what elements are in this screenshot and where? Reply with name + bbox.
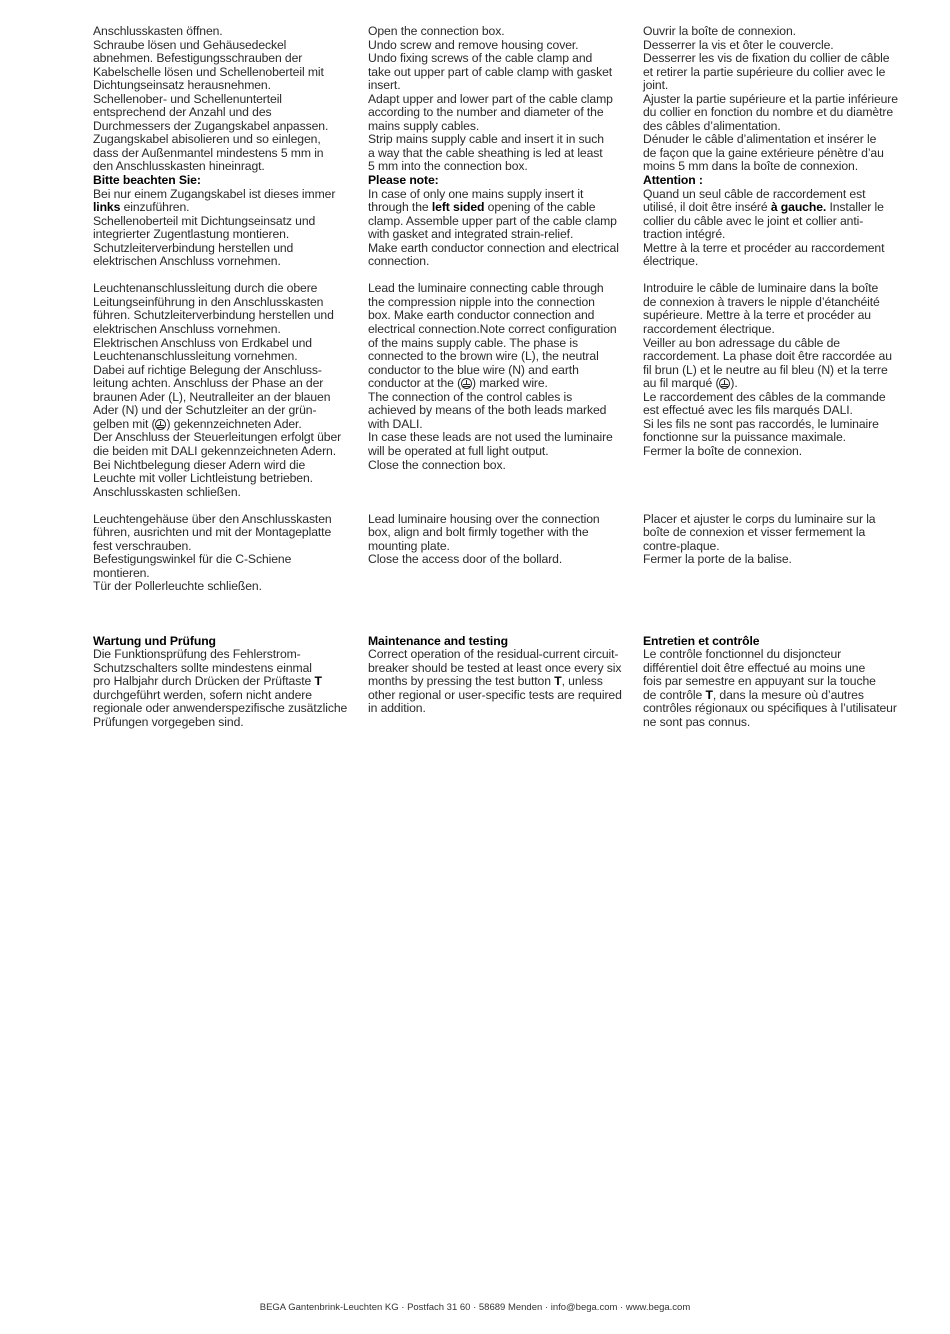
text-line: will be operated at full light output. <box>368 443 549 458</box>
text-line: Desserrer les vis de fixation du collier de câble <box>643 51 890 66</box>
earth-ground-icon <box>461 378 472 389</box>
emphasis: links <box>93 200 121 215</box>
text-line: clamp. Assemble upper part of the cable clamp <box>368 213 617 228</box>
emphasis: left sided <box>431 200 485 215</box>
text-fragment: au fil marqué ( <box>643 376 720 391</box>
text-fragment: gelben mit ( <box>93 416 156 431</box>
text-line: 5 mm into the connection box. <box>368 159 528 174</box>
text-line: Tür der Pollerleuchte schließen. <box>93 579 262 594</box>
text-line: integrierter Zugentlastung montieren. <box>93 227 290 242</box>
text-line: Der Anschluss der Steuerleitungen erfolgt über <box>93 430 342 445</box>
text-line: a way that the cable sheathing is led at least <box>368 145 603 160</box>
text-line: Bei nur einem Zugangskabel ist dieses immer <box>93 186 336 201</box>
text-line: The connection of the control cables is <box>368 389 573 404</box>
text-line: Close the access door of the bollard. <box>368 552 563 567</box>
text-fragment: Installer le <box>826 200 884 215</box>
text-fragment: opening of the cable <box>484 200 596 215</box>
text-line: et retirer la partie supérieure du collier avec le <box>643 64 886 79</box>
text-line: Placer et ajuster le corps du luminaire sur la <box>643 511 876 526</box>
text-line: joint. <box>643 78 669 93</box>
text-line: Mettre à la terre et procéder au raccordement <box>643 240 885 255</box>
text-line: Befestigungswinkel für die C-Schiene <box>93 552 292 567</box>
text-fragment: ) gekennzeichneten Ader. <box>166 416 302 431</box>
note-heading: Please note: <box>368 173 439 188</box>
text-line: Ajuster la partie supérieure et la partie inférieure <box>643 91 898 106</box>
text-fragment: utilisé, il doit être inséré <box>643 200 771 215</box>
column-english <box>368 25 634 716</box>
text-line: Lead luminaire housing over the connection <box>368 511 600 526</box>
text-line: différentiel doit être effectué au moins une <box>643 660 866 675</box>
text-line: according to the number and diameter of the <box>368 105 604 120</box>
text-line <box>93 418 361 432</box>
text-line: Zugangskabel abisolieren und so einlegen, <box>93 132 321 147</box>
text-fragment: einzuführen. <box>120 200 190 215</box>
text-line: Schutzleiterverbindung herstellen und <box>93 240 294 255</box>
maintenance-heading: Maintenance and testing <box>368 633 508 648</box>
text-line: with gasket and integrated strain-relief. <box>368 227 574 242</box>
text-line: elektrischen Anschluss vornehmen. <box>93 254 281 269</box>
text-line: leitung achten. Anschluss der Phase an der <box>93 376 324 391</box>
text-fragment: conductor at the ( <box>368 376 462 391</box>
text-line: mains supply cables. <box>368 118 480 133</box>
test-button-label: T <box>705 687 713 702</box>
maintenance-heading: Entretien et contrôle <box>643 633 760 648</box>
text-line <box>93 201 361 215</box>
text-line: de connexion à travers le nipple d’étanchéité <box>643 294 880 309</box>
text-line: abnehmen. Befestigungsschrauben der <box>93 51 303 66</box>
text-line: Adapt upper and lower part of the cable clamp <box>368 91 613 106</box>
text-line: Leitungseinführung in den Anschlusskasten <box>93 294 324 309</box>
emphasis: à gauche. <box>770 200 827 215</box>
maintenance-heading: Wartung und Prüfung <box>93 633 216 648</box>
text-line: collier du câble avec le joint et collier anti- <box>643 213 864 228</box>
text-line: durchgeführt werden, sofern nicht andere <box>93 687 312 702</box>
text-line: fois par semestre en appuyant sur la touche <box>643 674 876 689</box>
text-line: box. Make earth conductor connection and <box>368 308 595 323</box>
text-line: führen, ausrichten und mit der Montageplatte <box>93 525 332 540</box>
text-line: Introduire le câble de luminaire dans la boîte <box>643 281 879 296</box>
text-line: in addition. <box>368 701 426 716</box>
text-line: Schellenoberteil mit Dichtungseinsatz und <box>93 213 316 228</box>
text-line: fest verschrauben. <box>93 538 192 553</box>
text-fragment: pro Halbjahr durch Drücken der Prüftaste <box>93 674 315 689</box>
text-line: die beiden mit DALI gekennzeichneten Adern. <box>93 443 337 458</box>
text-line <box>368 377 634 391</box>
text-fragment: , unless <box>561 674 603 689</box>
text-line: Fermer la boîte de connexion. <box>643 443 803 458</box>
column-french <box>643 25 909 729</box>
text-line: Le raccordement des câbles de la commande <box>643 389 886 404</box>
text-line: Si les fils ne sont pas raccordés, le luminaire <box>643 416 879 431</box>
text-fragment: ) marked wire. <box>472 376 548 391</box>
text-line: achieved by means of the both leads marked <box>368 403 607 418</box>
text-line: Leuchtenanschlussleitung vornehmen. <box>93 349 298 364</box>
text-line: connected to the brown wire (L), the neutral <box>368 349 599 364</box>
text-fragment: through the <box>368 200 432 215</box>
text-line: Ader (N) und der Schutzleiter an der grün- <box>93 403 317 418</box>
text-line: Veiller au bon adressage du câble de <box>643 335 840 350</box>
text-line: électrique. <box>643 254 699 269</box>
text-line: raccordement électrique. <box>643 322 775 337</box>
text-fragment: months by pressing the test button <box>368 674 555 689</box>
text-line: Elektrischen Anschluss von Erdkabel und <box>93 335 312 350</box>
text-line: insert. <box>368 78 401 93</box>
text-line <box>93 675 361 689</box>
test-button-label: T <box>554 674 562 689</box>
text-line: du collier en fonction du nombre et du diamètre <box>643 105 894 120</box>
text-line: contre-plaque. <box>643 538 720 553</box>
page-footer: BEGA Gantenbrink-Leuchten KG · Postfach 31 60 · 58689 Menden · info@bega.com · www.bega.com <box>259 1302 691 1313</box>
text-line: traction intégré. <box>643 227 726 242</box>
text-line: boîte de connexion et visser fermement la <box>643 525 866 540</box>
text-line: Lead the luminaire connecting cable through <box>368 281 604 296</box>
text-line: Schellenober- und Schellenunterteil <box>93 91 282 106</box>
text-line: In case these leads are not used the luminaire <box>368 430 613 445</box>
text-line: Anschlusskasten öffnen. <box>93 24 223 38</box>
text-line: fonctionne sur la puissance maximale. <box>643 430 846 445</box>
text-line: Prüfungen vorgegeben sind. <box>93 714 244 729</box>
text-line: other regional or user-specific tests are required <box>368 687 622 702</box>
text-line: Open the connection box. <box>368 24 505 38</box>
text-line: Anschlusskasten schließen. <box>93 484 241 499</box>
text-line: Close the connection box. <box>368 457 506 472</box>
text-line: Ouvrir la boîte de connexion. <box>643 24 796 38</box>
earth-ground-icon <box>719 378 730 389</box>
text-line <box>368 201 634 215</box>
test-button-label: T <box>314 674 322 689</box>
text-line: In case of only one mains supply insert it <box>368 186 584 201</box>
text-line: moins 5 mm dans la boîte de connexion. <box>643 159 859 174</box>
text-line: führen. Schutzleiterverbindung herstellen und <box>93 308 334 323</box>
text-line: mounting plate. <box>368 538 450 553</box>
text-line: montieren. <box>93 565 150 580</box>
text-line: Schutzschalters sollte mindestens einmal <box>93 660 312 675</box>
text-line: Correct operation of the residual-current circuit- <box>368 647 619 662</box>
text-line <box>643 689 909 703</box>
text-line: Die Funktionsprüfung des Fehlerstrom- <box>93 647 301 662</box>
text-line: Le contrôle fonctionnel du disjoncteur <box>643 647 842 662</box>
text-line: Strip mains supply cable and insert it in such <box>368 132 604 147</box>
text-line: Desserrer la vis et ôter le couvercle. <box>643 37 834 52</box>
text-line: with DALI. <box>368 416 423 431</box>
text-line: regionale oder anwenderspezifische zusätzliche <box>93 701 348 716</box>
text-line: Durchmessers der Zugangskabel anpassen. <box>93 118 329 133</box>
text-line: Dichtungseinsatz herausnehmen. <box>93 78 271 93</box>
text-line: entsprechend der Anzahl und des <box>93 105 272 120</box>
text-line: Fermer la porte de la balise. <box>643 552 792 567</box>
text-line: des câbles d’alimentation. <box>643 118 781 133</box>
text-line: contrôles régionaux ou spécifiques à l’utilisateur <box>643 701 897 716</box>
column-german <box>93 25 361 729</box>
earth-ground-icon <box>155 419 166 430</box>
text-line <box>643 377 909 391</box>
text-line: Dénuder le câble d’alimentation et insérer le <box>643 132 877 147</box>
text-fragment: de contrôle <box>643 687 706 702</box>
text-line: take out upper part of cable clamp with gasket <box>368 64 613 79</box>
text-line: Leuchte mit voller Lichtleistung betrieben. <box>93 471 313 486</box>
text-line: electrical connection.Note correct configuration <box>368 322 617 337</box>
text-line: fil brun (L) et le neutre au fil bleu (N) et la terre <box>643 362 888 377</box>
text-line: Make earth conductor connection and electrical <box>368 240 619 255</box>
text-line: ne sont pas connus. <box>643 714 751 729</box>
text-line: Quand un seul câble de raccordement est <box>643 186 866 201</box>
text-line: Leuchtengehäuse über den Anschlusskasten <box>93 511 332 526</box>
text-line: Schraube lösen und Gehäusedeckel <box>93 37 287 52</box>
text-line: conductor to the blue wire (N) and earth <box>368 362 579 377</box>
text-line <box>368 675 634 689</box>
text-line: de façon que la gaine extérieure pénètre d’au <box>643 145 884 160</box>
text-line: connection. <box>368 254 430 269</box>
text-line: Leuchtenanschlussleitung durch die obere <box>93 281 318 296</box>
text-line: supérieure. Mettre à la terre et procéder au <box>643 308 871 323</box>
text-line: Undo screw and remove housing cover. <box>368 37 579 52</box>
text-line: of the mains supply cable. The phase is <box>368 335 578 350</box>
note-heading: Bitte beachten Sie: <box>93 173 201 188</box>
text-line: Dabei auf richtige Belegung der Anschluss- <box>93 362 322 377</box>
text-line: est effectué avec les fils marqués DALI. <box>643 403 853 418</box>
text-line: den Anschlusskasten hineinragt. <box>93 159 265 174</box>
text-line: Kabelschelle lösen und Schellenoberteil mit <box>93 64 324 79</box>
text-line: dass der Außenmantel mindestens 5 mm in <box>93 145 324 160</box>
text-line: box, align and bolt firmly together with the <box>368 525 589 540</box>
text-line: elektrischen Anschluss vornehmen. <box>93 322 281 337</box>
note-heading: Attention : <box>643 173 703 188</box>
text-line: raccordement. La phase doit être raccordée au <box>643 349 892 364</box>
text-line: the compression nipple into the connection <box>368 294 595 309</box>
text-line: Undo fixing screws of the cable clamp and <box>368 51 593 66</box>
text-line: braunen Ader (L), Neutralleiter an der blauen <box>93 389 331 404</box>
text-fragment: ). <box>730 376 738 391</box>
text-fragment: , dans la mesure où d’autres <box>712 687 864 702</box>
text-line: breaker should be tested at least once every six <box>368 660 622 675</box>
text-line <box>643 201 909 215</box>
text-line: Bei Nichtbelegung dieser Adern wird die <box>93 457 306 472</box>
